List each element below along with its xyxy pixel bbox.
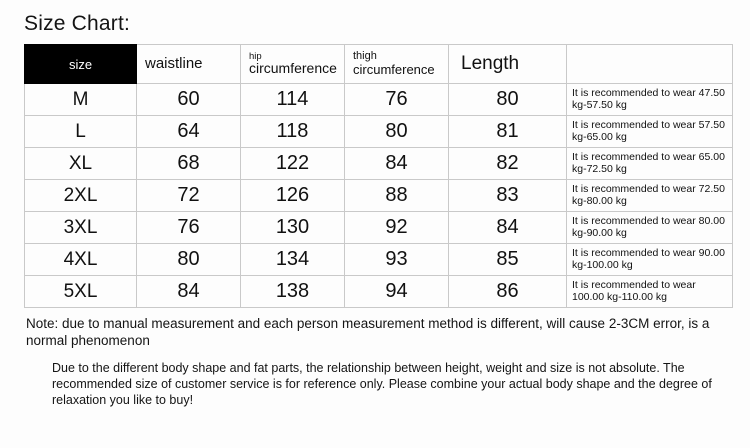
cell-recommendation: It is recommended to wear 90.00 kg-100.00 kg [567, 244, 733, 276]
cell-hip: 122 [241, 148, 345, 180]
table-row [25, 148, 733, 180]
body-shape-note: Due to the different body shape and fat parts, the relationship between height, weight and size is not absolute. The recommended size of customer service is for reference only. Please combine your actual body shape and the degree of relaxation you like to buy! [52, 360, 712, 408]
column-header-thigh-circumference [345, 45, 449, 84]
cell-size: 2XL [25, 180, 137, 212]
column-header-size: size [25, 45, 137, 84]
cell-length: 83 [449, 180, 567, 212]
cell-thigh: 92 [345, 212, 449, 244]
cell-size: 4XL [25, 244, 137, 276]
cell-waistline: 64 [137, 116, 241, 148]
table-row [25, 84, 733, 116]
cell-waistline: 76 [137, 212, 241, 244]
cell-hip: 134 [241, 244, 345, 276]
table-header [25, 45, 733, 84]
cell-size: M [25, 84, 137, 116]
column-header-thigh-line1: thigh [353, 50, 377, 63]
table-row [25, 276, 733, 308]
cell-waistline: 72 [137, 180, 241, 212]
cell-size: L [25, 116, 137, 148]
size-chart-table [24, 44, 733, 308]
column-header-hip-circumference [241, 45, 345, 84]
cell-waistline: 80 [137, 244, 241, 276]
page-title: Size Chart: [24, 12, 131, 35]
cell-thigh: 76 [345, 84, 449, 116]
cell-hip: 114 [241, 84, 345, 116]
cell-recommendation: It is recommended to wear 80.00 kg-90.00 kg [567, 212, 733, 244]
cell-hip: 126 [241, 180, 345, 212]
cell-length: 85 [449, 244, 567, 276]
cell-length: 82 [449, 148, 567, 180]
cell-length: 80 [449, 84, 567, 116]
measurement-note: Note: due to manual measurement and each person measurement method is different, will cause 2-3CM error, is a normal phenomenon [26, 316, 710, 348]
cell-waistline: 68 [137, 148, 241, 180]
table-body [25, 84, 733, 308]
cell-recommendation: It is recommended to wear 100.00 kg-110.00 kg [567, 276, 733, 308]
cell-recommendation: It is recommended to wear 47.50 kg-57.50 kg [567, 84, 733, 116]
cell-length: 84 [449, 212, 567, 244]
cell-hip: 138 [241, 276, 345, 308]
cell-length: 81 [449, 116, 567, 148]
cell-recommendation: It is recommended to wear 65.00 kg-72.50 kg [567, 148, 733, 180]
cell-thigh: 88 [345, 180, 449, 212]
column-header-hip-line1: hip [249, 50, 262, 62]
notes-section [26, 316, 726, 409]
cell-recommendation: It is recommended to wear 57.50 kg-65.00 kg [567, 116, 733, 148]
table-row [25, 212, 733, 244]
column-header-waistline: waistline [137, 45, 241, 84]
cell-size: XL [25, 148, 137, 180]
table-row [25, 116, 733, 148]
cell-waistline: 60 [137, 84, 241, 116]
table-row [25, 244, 733, 276]
cell-thigh: 93 [345, 244, 449, 276]
cell-thigh: 80 [345, 116, 449, 148]
column-header-recommendation [567, 45, 733, 84]
cell-recommendation: It is recommended to wear 72.50 kg-80.00 kg [567, 180, 733, 212]
cell-thigh: 94 [345, 276, 449, 308]
cell-hip: 130 [241, 212, 345, 244]
table-header-row [25, 45, 733, 84]
table-row [25, 180, 733, 212]
cell-size: 5XL [25, 276, 137, 308]
cell-hip: 118 [241, 116, 345, 148]
column-header-length: Length [449, 45, 567, 84]
cell-thigh: 84 [345, 148, 449, 180]
cell-length: 86 [449, 276, 567, 308]
cell-waistline: 84 [137, 276, 241, 308]
column-header-thigh-line2: circumference [353, 61, 435, 77]
column-header-hip-line2: circumference [249, 60, 337, 77]
cell-size: 3XL [25, 212, 137, 244]
